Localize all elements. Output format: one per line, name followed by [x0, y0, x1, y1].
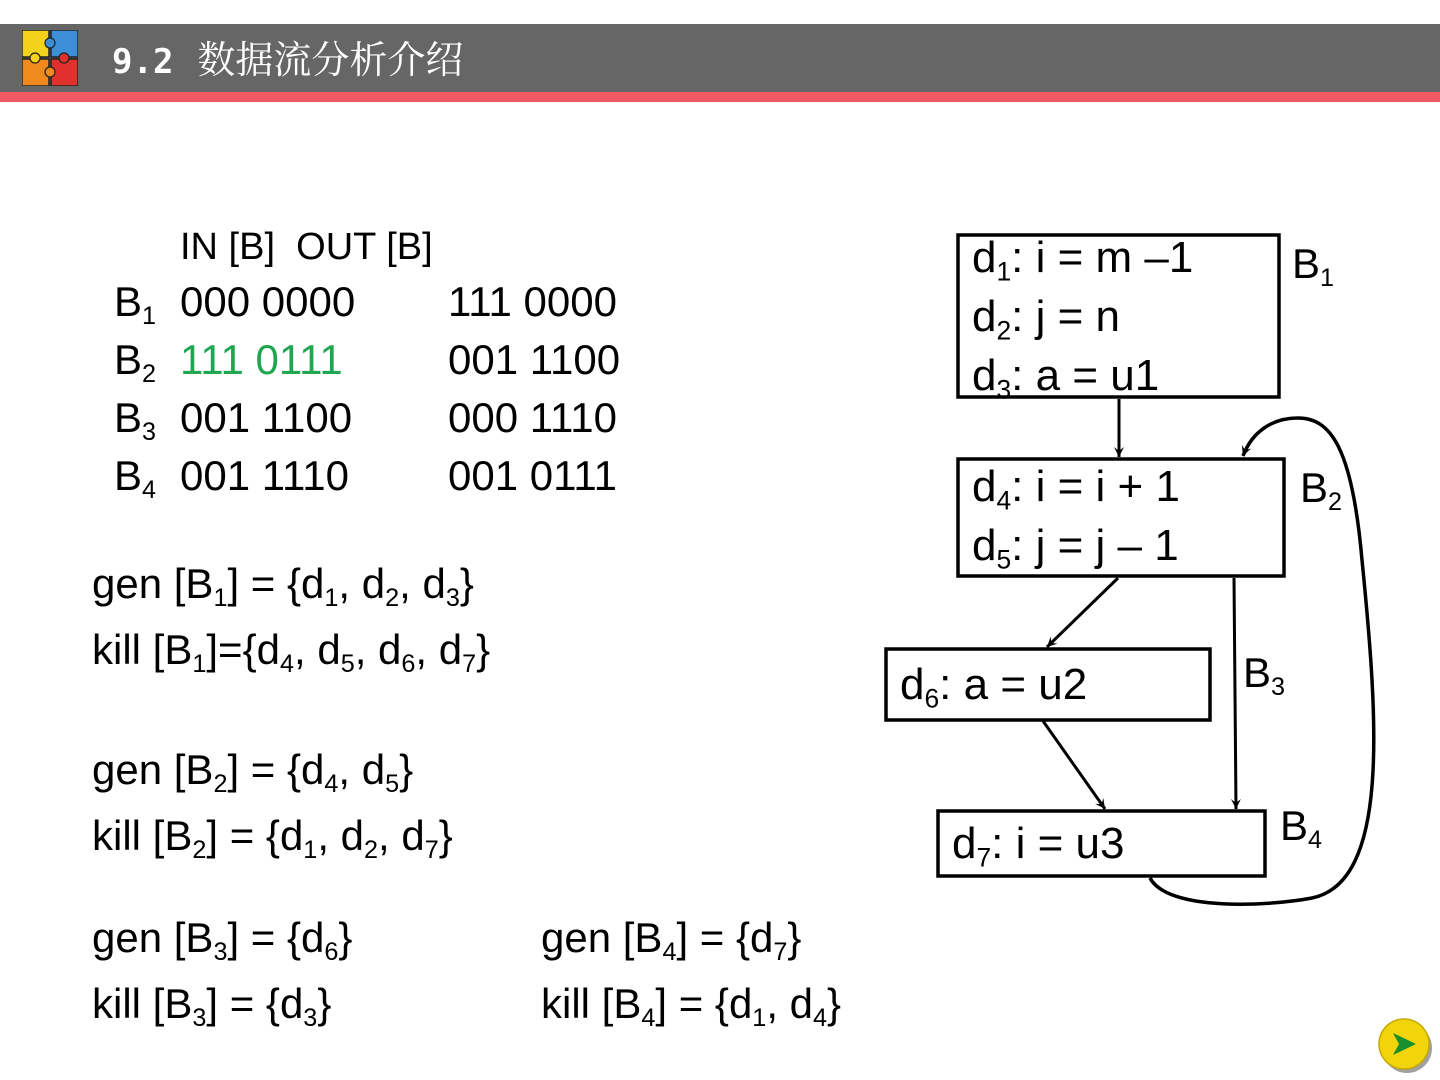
block-label: $B_1$	[114, 278, 157, 331]
section-title: 数据流分析介绍	[197, 38, 464, 82]
section-number: 9.2	[112, 42, 174, 82]
out-value: 001 0111	[448, 452, 617, 499]
b4-label: $B_4$	[1280, 802, 1323, 855]
kill-b4-equation: kill $[B_4] = \{d_1$, $d_4$}	[541, 980, 842, 1033]
b3-label: $B_3$	[1243, 649, 1286, 702]
kill-b1-equation: kill $[B_1]=\{d_4$, $d_5$, $d_6$, $d_7$}	[92, 626, 491, 679]
gen-b1-equation: gen $[B_1] = \{d_1$, $d_2$, $d_3$}	[92, 560, 474, 613]
col-out-header: OUT [B]	[296, 226, 433, 268]
in-value: 001 1110	[180, 452, 349, 499]
b1-line-1: $d_1$: i = m –1	[972, 233, 1194, 287]
b2-line-1: $d_4$: i = i + 1	[972, 462, 1180, 516]
b2-label: $B_2$	[1300, 464, 1343, 517]
block-label: $B_2$	[114, 336, 157, 389]
kill-b2-equation: kill $[B_2] = \{d_1$, $d_2$, $d_7$}	[92, 812, 453, 865]
b2-line-2: $d_5$: j = j – 1	[972, 521, 1179, 575]
gen-b2-equation: gen $[B_2] = \{d_4$, $d_5$}	[92, 746, 414, 799]
b1-line-2: $d_2$: j = n	[972, 292, 1121, 346]
edge-b2-b4	[1234, 578, 1236, 809]
block-label: $B_3$	[114, 394, 157, 447]
block-label: $B_4$	[114, 452, 157, 505]
out-value: 111 0000	[448, 278, 617, 325]
edge-b2-b3	[1047, 578, 1118, 647]
b1-line-3: $d_3$: a = u1	[972, 351, 1160, 405]
in-value: 000 0000	[180, 278, 356, 325]
edge-b3-b4	[1043, 721, 1105, 809]
out-value: 001 1100	[448, 336, 621, 383]
gen-b3-equation: gen $[B_3] = \{d_6\}$	[92, 914, 353, 967]
gen-b4-equation: gen $[B_4] = \{d_7\}$	[541, 914, 802, 967]
b3-line-1: $d_6$: a = u2	[900, 660, 1088, 714]
in-value: 001 1100	[180, 394, 353, 441]
b4-line-1: $d_7$: i = u3	[952, 819, 1125, 873]
out-value: 000 1110	[448, 394, 617, 441]
b1-label: $B_1$	[1292, 240, 1335, 293]
col-in-header: IN [B]	[180, 226, 276, 268]
in-value-highlighted: 111 0111	[180, 336, 343, 383]
next-button[interactable]	[1376, 1016, 1434, 1074]
kill-b3-equation: kill $[B_3] = \{d_3\}$	[92, 980, 332, 1033]
